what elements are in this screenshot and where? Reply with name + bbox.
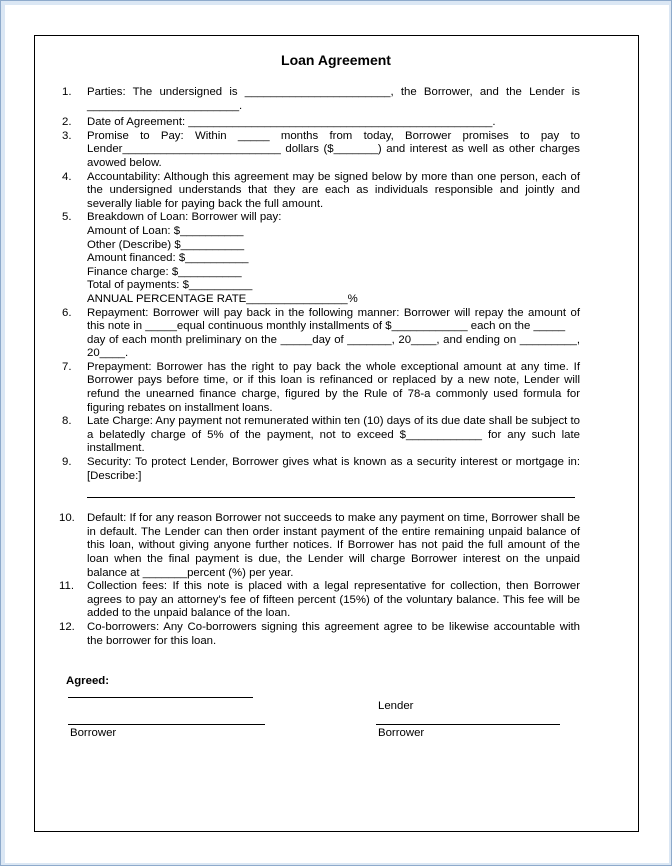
clause-text: Default: If for any reason Borrower not succeeds to make any payment on time, Borrower shall be in default. The Lender can then order instant payment of the entire remaining unpaid balance of this loan, without giving anyone further notices. If Borrower has not paid the full amount of the loan when the final payment is due, the Lender will charge Borrower interest on the unpaid balance at _______percent (%) per year.	[87, 512, 580, 579]
clause-text: Repayment: Borrower will pay back in the following manner: Borrower will repay the amount of this note in _____equal continuous monthly installments of $____________ each on the _____	[87, 306, 580, 333]
clause-5	[62, 211, 580, 306]
clause-text: Late Charge: Any payment not remunerated within ten (10) days of its due date shall be subject to a belatedly charge of 5% of the payment, not to exceed $____________ for any such late installment.	[87, 415, 580, 455]
security-describe-line	[87, 483, 575, 498]
clause-number: 2.	[62, 116, 72, 129]
clause-number: 6.	[62, 306, 72, 319]
clause-number: 5.	[62, 211, 72, 224]
clause-number: 12.	[59, 620, 75, 633]
clause-number: 3.	[62, 129, 72, 142]
loan-amount-line: Amount of Loan: $__________	[87, 224, 244, 237]
clause-number: 8.	[62, 415, 72, 428]
amount-financed-line: Amount financed: $__________	[87, 252, 249, 265]
clause-2	[62, 116, 580, 130]
clause-6	[62, 307, 580, 361]
page-title: Loan Agreement	[281, 52, 391, 68]
apr-line: ANNUAL PERCENTAGE RATE________________%	[87, 292, 358, 305]
clause-text: Breakdown of Loan: Borrower will pay:	[87, 211, 282, 224]
borrower-signature-line-right	[376, 724, 560, 725]
other-describe-line: Other (Describe) $__________	[87, 238, 245, 251]
borrower-signature-line-left	[68, 724, 265, 725]
clause-11	[59, 580, 580, 621]
clause-number: 7.	[62, 360, 72, 373]
clause-4	[62, 171, 580, 212]
clause-1	[62, 86, 580, 113]
agreed-label: Agreed:	[66, 675, 110, 687]
clause-text: Accountability: Although this agreement may be signed below by more than one person, each of the undersigned understands that they are each as individuals responsible and jointly and severally liable for paying back the full amount.	[87, 170, 580, 210]
total-payments-line: Total of payments: $__________	[87, 279, 253, 292]
clause-text: Promise to Pay: Within _____ months from today, Borrower promises to pay to Lender_________________________ dollars ($_______) and interest as well as other charges avowed below.	[87, 129, 580, 169]
clause-text: Prepayment: Borrower has the right to pay back the whole exceptional amount at any time. If Borrower pays before time, or if this loan is refinanced or replaced by a new note, Lender will refund the unearned finance charge, figured by the Rule of 78-a commonly used formula for figuring rebates on installment loans.	[87, 360, 580, 414]
clause-10	[59, 512, 580, 580]
clause-text-continued: day of each month preliminary on the _____day of _______, 20____, and ending on _________, 20____.	[87, 333, 580, 360]
clause-text: Parties: The undersigned is _______________________, the Borrower, and the Lender is ________________________.	[87, 86, 580, 112]
finance-charge-line: Finance charge: $__________	[87, 265, 242, 278]
clause-text: Security: To protect Lender, Borrower gives what is known as a security interest or mortgage in: [Describe:]	[87, 456, 580, 482]
agreed-signature-line	[68, 697, 253, 698]
clause-text: Co-borrowers: Any Co-borrowers signing this agreement agree to be likewise accountable with the borrower for this loan.	[87, 620, 580, 647]
borrower-label-left: Borrower	[70, 727, 117, 739]
clause-number: 10.	[59, 512, 75, 525]
clause-3	[62, 130, 580, 171]
clause-number: 9.	[62, 456, 72, 469]
borrower-label-right: Borrower	[378, 727, 425, 739]
clause-number: 4.	[62, 170, 72, 183]
clause-text: Date of Agreement: ________________________________________________.	[87, 116, 496, 129]
clause-9	[62, 456, 580, 512]
clause-text: Collection fees: If this note is placed with a legal representative for collection, then Borrower agrees to pay an attorney's fee of fifteen percent (15%) of the voluntary balance. This fee will be added to the unpaid balance of the loan.	[87, 580, 580, 620]
clause-7	[62, 361, 580, 415]
clause-number: 1.	[62, 86, 72, 98]
clause-12	[59, 620, 580, 648]
agreement-clauses	[59, 86, 580, 648]
clause-8	[62, 415, 580, 456]
lender-label: Lender	[378, 700, 414, 712]
clause-number: 11.	[59, 580, 74, 593]
